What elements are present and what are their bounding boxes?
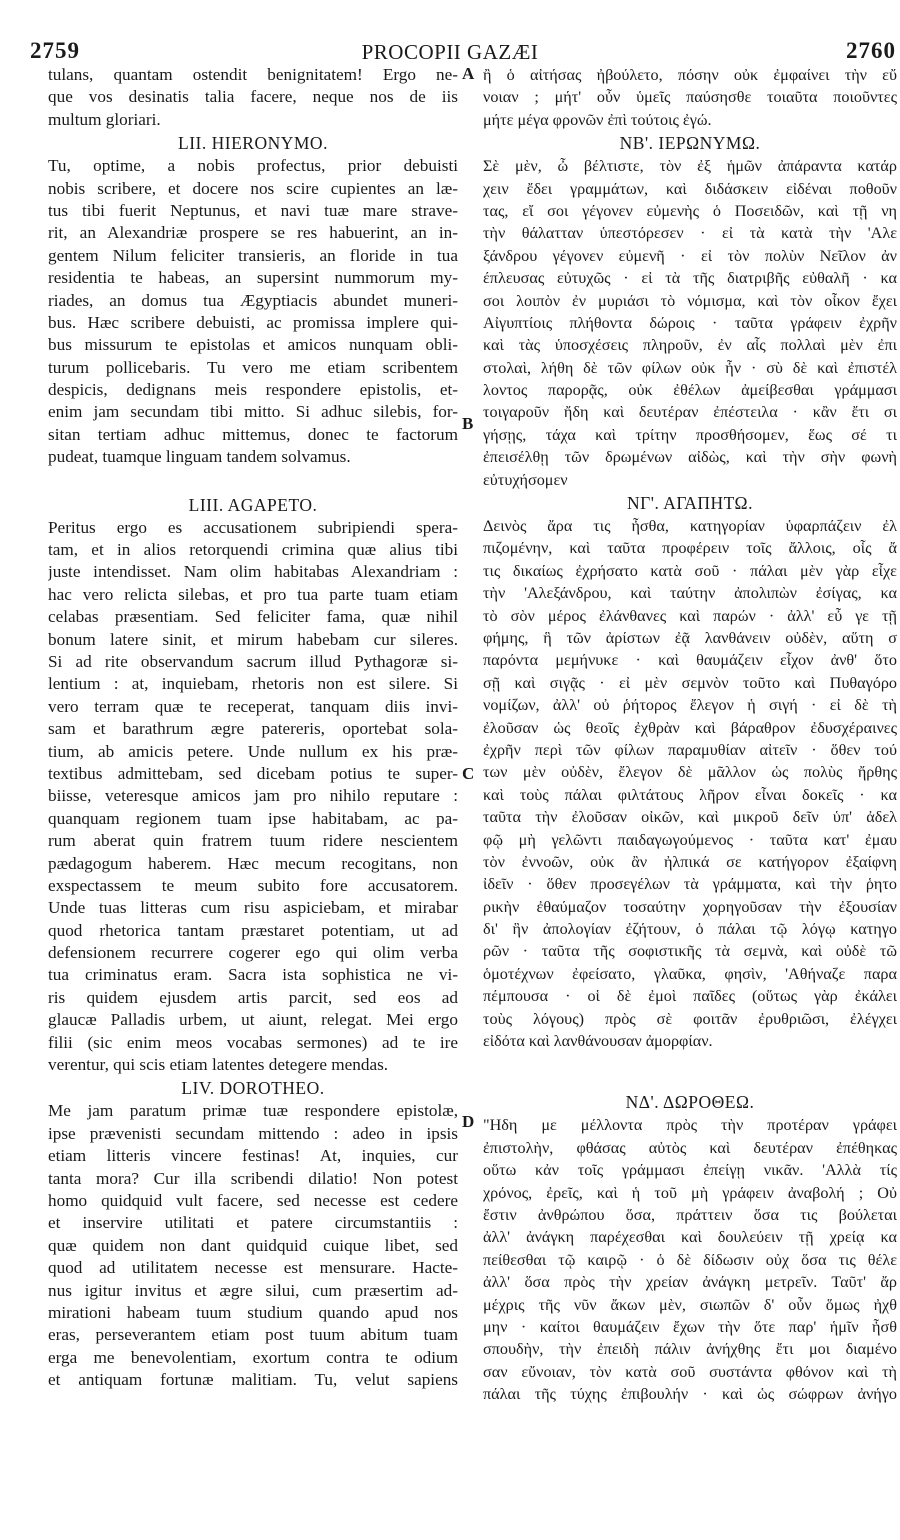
text-line: bus missurum te epistolas et amicos nunquam obli-: [48, 335, 458, 355]
text-line: quæ quidem non dant quidquid cuique libet, sed: [48, 1235, 458, 1255]
margin-letter-c: C: [462, 764, 475, 783]
text-line: bonum latere sinit, et mirum habebam cur sileres.: [48, 629, 458, 649]
text-line: στολαὶ, λήθη δὲ τῶν φίλων οὐκ ἦν · σὺ δὲ καὶ ἐπιστέλ: [483, 358, 897, 377]
text-line: χειν ἔδει γραμμάτων, καὶ διδάσκειν εἰδέναι ποθοῦν: [483, 179, 897, 198]
text-line: δι' ἣν ἀπολογίαν ἐζήτουν, ὁ πάλαι τῷ λόγῳ κατηγο: [483, 920, 897, 939]
text-line: ἐπιστολὴν, φθάσας αὐτὸς καὶ δευτέραν ἐπέθηκας: [483, 1138, 897, 1157]
text-line: Me jam paratum primæ tuæ respondere epistolæ,: [48, 1101, 458, 1121]
text-line: τις δικαίως ἐχρήσατο κατὰ σοῦ · πάλαι μὲν γὰρ εἶχε: [483, 561, 897, 580]
text-line: turum pollicebaris. Tu vero me etiam scribentem: [48, 357, 458, 377]
text-line: σῇ καὶ σιγᾷς · εἰ μὲν σεμνὸν τοῦτο καὶ Πυθαγόρο: [483, 673, 897, 692]
letter-nd-greek: [483, 1114, 897, 1405]
text-line: multum gloriari.: [48, 109, 161, 129]
text-line: τοὺς λόγους) πρὸς σὲ φοιτᾶν ἐρυθριῶσι, ἐλέγχει: [483, 1009, 897, 1028]
text-line: juste intendisset. Nam olim habitabas Alexandriam :: [48, 562, 458, 582]
greek-column: [483, 64, 897, 1405]
text-line: γήσῃς, τάχα καὶ τρίτην προσθήσομεν, ἕως σέ τι: [483, 425, 897, 444]
text-line: τὸ σὸν μέρος ἐλάνθανες καὶ παρών · ἀλλ' εὖ γε τῇ: [483, 606, 897, 625]
text-line: bus. Hæc scribere debuisti, ac promissa implere qui-: [48, 312, 458, 332]
text-line: enim jam secundam tibi mitto. Si adhuc silebis, for-: [48, 402, 458, 422]
text-line: "Ηδη με μέλλοντα πρὸς τὴν προτέραν γράφει: [483, 1116, 897, 1135]
text-line: πάλαι τῆς τύχης ἐπιβουλήν · καὶ ὡς σώφρων ἀνήγο: [483, 1385, 897, 1404]
text-line: nus igitur invitus et ægre silui, cum præsertim ad-: [48, 1280, 458, 1300]
section-title-lii: LII. HIERONYMO.: [178, 133, 328, 154]
text-line: eras, perseverantem etiam post tuum abitum tuam: [48, 1325, 458, 1345]
section-title-ng: ΝΓ'. ΑΓΑΠΗΤΩ.: [627, 493, 753, 514]
text-line: ἔστιν ἀνθρώπου ὅσα, πράττειν ὅσα τις βούλεται: [483, 1205, 897, 1224]
text-line: nobis scribere, et docere nos scire cupientes an læ-: [48, 178, 458, 198]
text-line: quanquam regionem tuam ipse habitabam, ac pa-: [48, 808, 458, 828]
text-line: πιζομένην, καὶ ταῦτα προφέρειν τοῖς ἄλλοις, οἷς ἄ: [483, 539, 897, 558]
text-line: rum aberat quin fratrem tuum ridere nescientem: [48, 831, 458, 851]
text-line: Peritus ergo es accusationem subripiendi spera-: [48, 517, 458, 537]
text-line: tulans, quantam ostendit benignitatem! Ergo ne-: [48, 65, 458, 84]
text-line: et antiquam fortunæ malitiam. Tu, velut sapiens: [48, 1370, 458, 1390]
text-line: Tu, optime, a nobis profectus, prior debuisti: [48, 156, 458, 176]
section-title-nd: ΝΔ'. ΔΩΡΟΘΕΩ.: [625, 1092, 755, 1113]
text-line: ἀλλ' ὅσα πρὸς τὴν χρείαν ἀνάγκη μετρεῖν. Ταῦτ' ἄρ: [483, 1273, 897, 1292]
latin-column: [48, 64, 458, 1391]
text-line: ταῦτα τὴν ἐλοῦσαν οἰκῶν, καὶ μικροῦ δεῖν ὑπ' ἀδελ: [483, 808, 897, 827]
text-line: quod ad utilitatem necesse est mensurare. Hacte-: [48, 1258, 458, 1278]
text-line: Δεινὸς ἄρα τις ἦσθα, κατηγορίαν ὑφαρπάζειν ἐλ: [483, 517, 897, 536]
text-line: et inservire utilitati et patere circumstantiis :: [48, 1213, 458, 1233]
text-line: celabas præsentiam. Sed feliciter fama, quæ nihil: [48, 607, 458, 627]
text-line: μέχρις τῆς νῦν ἄκων μὲν, σιωπῶν δ' οὖν ὅμως ἠχθ: [483, 1295, 897, 1314]
text-line: tam, et in alios retorquendi crimina quæ alius tibi: [48, 540, 458, 560]
greek-opening-paragraph: [483, 64, 897, 131]
text-line: μήτε μέγα φρονῶν ἐπὶ τούτοις ἐγώ.: [483, 110, 712, 129]
text-line: πέμπουσα · οἱ δὲ ἐμοὶ παῖδες (οὕτως γὰρ ἐκάλει: [483, 987, 897, 1006]
text-line: εὐτυχήσομεν: [483, 470, 568, 489]
running-title: PROCOPII GAZÆI: [361, 40, 539, 64]
text-line: vero terram quæ te receperat, tanquam diis invi-: [48, 696, 458, 716]
text-line: tus tibi fuerit Neptunus, et navi tuæ mare strave-: [48, 200, 458, 220]
text-line: ἀλλ' ἀνάγκη παρέχεσθαι καὶ δουλεύειν τῇ χρείᾳ κα: [483, 1228, 897, 1247]
text-line: lentium : at, inquiebam, rhetoris non est silere. Si: [48, 674, 458, 694]
text-line: ὁμοτέχνων ἐφείσατο, γλαῦκα, φησὶν, 'Αθήναζε παρα: [483, 964, 897, 983]
text-line: σαν εὔνοιαν, τὸν κατὰ σοῦ συστάντα φθόνον καὶ τὴ: [483, 1362, 897, 1381]
section-title-liv: LIV. DOROTHEO.: [181, 1078, 325, 1099]
text-line: Σὲ μὲν, ὦ βέλτιστε, τὸν ἐξ ἡμῶν ἀπάραντα κατάρ: [483, 157, 897, 176]
text-line: των μὲν οὐδὲν, ἔλεγον δὲ μᾶλλον ὡς πολὺς ἤρθης: [483, 763, 897, 782]
text-line: φήμης, ἣ τῶν ἀρίστων ἐᾷ λανθάνειν οὐδὲν, αὕτη σ: [483, 628, 897, 647]
text-line: pædagogum haberem. Hæc mecum recogitans, non: [48, 853, 458, 873]
text-line: erga me benevolentiam, exortum contra te odium: [48, 1347, 458, 1367]
text-line: λοντος παρορᾷς, οὐκ ἐθέλων ἀμείβεσθαι γράμμασι: [483, 381, 897, 400]
page-header: [0, 10, 900, 64]
text-line: residentia te habeas, an supersint nummorum my-: [48, 268, 458, 288]
text-line: έπλευσας εὐτυχῶς · εἰ τὰ τῆς διατριβῆς εὐθαλῆ · κα: [483, 269, 897, 288]
text-line: que vos desinatis talia facere, neque nos de iis: [48, 87, 458, 107]
text-line: tium, ab amicis petere. Unde nullum ex his præ-: [48, 741, 458, 761]
page-number-left: 2759: [30, 38, 80, 63]
text-line: ρῶν · ταῦτα τῆς σοφιστικῆς τὰ σεμνὰ, καὶ οὐδὲ τῶ: [483, 942, 897, 961]
text-line: τοιγαροῦν ἤδη καὶ δευτέραν ἐπέστειλα · κἂν ἔτι σι: [483, 403, 897, 422]
latin-opening-paragraph: [48, 64, 458, 131]
text-line: ipse prævenisti secundam mittendo : adeo in ipsis: [48, 1123, 458, 1143]
letter-lii-latin: [48, 155, 458, 468]
text-line: hac vero relicta silebas, et pro tua parte tuam etiam: [48, 584, 458, 604]
text-line: sam et barathrum ægre patereris, oportebat sola-: [48, 719, 458, 739]
text-line: Αἰγυπτίοις πλήθοντα δώροις · ταῦτα γράφειν ἐχρῆν: [483, 313, 897, 332]
letter-liii-latin: [48, 517, 458, 1077]
text-line: τας, εἴ σοι γέγονεν εὐμενὴς ὁ Ποσειδῶν, καὶ τῇ νη: [483, 201, 897, 220]
text-line: mirationi habeam tuum studium quando apud nos: [48, 1302, 458, 1322]
text-line: filii (sic enim meos vocabas sermones) ad te ire: [48, 1032, 458, 1052]
text-line: οὕτω κἀν τοῖς γράμμασι ἐπείγῃ νικᾶν. 'Αλλὰ τίς: [483, 1161, 897, 1180]
text-line: riades, an domus tua Ægyptiacis abundet muneri-: [48, 290, 458, 310]
text-line: tanta mora? Cur illa scribendi dilatio! Non potest: [48, 1168, 458, 1188]
text-line: despicis, dedignans meis respondere epistolis, et-: [48, 380, 458, 400]
text-line: παρόντα μεμήνυκε · καὶ θαυμάζειν εἶχον ἀνθ' ὅτο: [483, 651, 897, 670]
text-line: biisse, veteresque amicos jam pro nihilo reputare :: [48, 786, 458, 806]
text-line: etiam litteris vincere festinas! At, inquies, cur: [48, 1146, 458, 1166]
section-title-liii: LIII. AGAPETO.: [188, 494, 318, 515]
text-line: καὶ τὰς ὑποσχέσεις πληροῦν, ἐν αἷς πολλαὶ μὲν ἐπι: [483, 336, 897, 355]
text-line: exspectassem te meum subito fore accusatorem.: [48, 875, 458, 895]
text-line: ρικὴν ἐθαύμαζον τοσαύτην χορηγοῦσαν τὴν ἐξουσίαν: [483, 897, 897, 916]
text-line: pudeat, tuamque linguam tandem solvamus.: [48, 447, 351, 467]
margin-letter-a: A: [462, 64, 475, 83]
text-line: νοιαν ; μήτ' οὖν ὑμεῖς παύσησθε τοιαῦτα ποιοῦντες: [483, 88, 897, 107]
text-line: ἐπεισέλθῃ τῶν δρωμένων αἰδὼς, καὶ τὴν σὴν φωνὴ: [483, 448, 897, 467]
text-line: quod rhetorica tantam præstaret potentiam, ut ad: [48, 920, 458, 940]
letter-liv-latin: [48, 1100, 458, 1391]
text-line: textibus admittebam, sed dicebam potius te super-: [48, 763, 458, 783]
text-line: ἰδεῖν · ὅθεν προσεγέλων τὰ γράμματα, καὶ τὴν ῥητο: [483, 875, 897, 894]
text-line: τὴν 'Αλεξάνδρου, καὶ ταύτην ἀπολιπὼν ἐσίγας, κα: [483, 584, 897, 603]
letter-ng-greek: [483, 515, 897, 1052]
text-line: εἰδότα καὶ λανθάνουσαν ἀμορφίαν.: [483, 1032, 713, 1051]
text-line: σπουδὴν, τὴν ἐπειδὴ πάλιν ἀνήχθης ἔτι μοι διαμένο: [483, 1340, 897, 1359]
text-line: homo quidquid vult facere, sed necesse est cedere: [48, 1190, 458, 1210]
text-line: ἐχρῆν περὶ τῶν φίλων παραμυθίαν αἰτεῖν · ὅθεν τού: [483, 740, 897, 759]
margin-letter-d: D: [462, 1112, 475, 1131]
page-number-right: 2760: [846, 38, 896, 63]
text-line: glaucæ Palladis urbem, ut aiunt, relegat. Mei ergo: [48, 1010, 458, 1030]
text-line: μην · καίτοι θαυμάζειν ἔχων τὴν ὅτε παρ' ἡμῖν ἦσθ: [483, 1317, 897, 1336]
letter-nb-greek: [483, 155, 897, 491]
text-line: sitan tertiam adhuc mittemus, donec te factorum: [48, 424, 458, 444]
text-line: χρόνος, ἐρεῖς, καὶ ἡ τοῦ μὴ γράφειν ἀναβολή ; Οὐ: [483, 1183, 897, 1202]
margin-letter-b: B: [462, 414, 474, 433]
text-line: Unde tuas litteras cum risu aspiciebam, et mirabar: [48, 898, 458, 918]
text-line: defensionem recurrere cogerer ego qui olim verba: [48, 943, 458, 963]
text-line: ξάνδρου γέγονεν εὐμενῆ · εἰ τὸν πολὺν Νεῖλον ἀν: [483, 246, 897, 265]
text-line: rit, an Alexandriæ prospere se res habuerint, an in-: [48, 223, 458, 243]
text-line: gentem Nilum feliciter transieris, an floride in tua: [48, 245, 458, 265]
text-line: ἢ ὁ αἰτήσας ἠβούλετο, πόσην οὐκ ἐμφαίνει τὴν εὔ: [483, 66, 897, 84]
text-line: ris quidem ejusdem artis parcit, sed eos ad: [48, 987, 458, 1007]
text-line: νομίζων, ἀλλ' οὐ ῥήτορος ἔλεγον ἡ σιγή · εἰ δὲ τὴ: [483, 696, 897, 715]
text-line: tua criminatus eram. Sacra ista sophistica ne vi-: [48, 965, 458, 985]
text-line: σοι λοιπὸν ἐν μυριάσι τὸ νόμισμα, καὶ τὸν οἶκον ἔχει: [483, 291, 897, 310]
text-line: τὸν ἐννοῶν, οὐκ ἂν ἠλπικά σε κατήγορον ἐξαίφνη: [483, 852, 897, 871]
text-line: Si ad rite observandum sacrum illud Pythagoræ si-: [48, 651, 458, 671]
text-line: φῷ μὴ γελῶντι παιδαγωγούμενος · ταῦτα κατ' ἐμαυ: [483, 830, 897, 849]
text-line: ἐλοῦσαν ὡς θεοῖς ἐχθρὰν καὶ βάραθρον ἐδυσχέραινες: [483, 718, 897, 737]
text-line: τὴν θάλατταν ὑπεστόρεσεν · εἰ τὰ κατὰ τὴν 'Αλε: [483, 224, 897, 243]
text-line: πείθεσθαι τῷ καιρῷ · ὁ δὲ δίδωσιν οὐχ ὅσα τις θέλε: [483, 1250, 897, 1269]
section-title-nb: ΝΒ'. ΙΕΡΩΝΥΜΩ.: [619, 133, 761, 154]
text-line: καὶ τοὺς πάλαι φιλτάτους λῆρον εἶναι δοκεῖς · κα: [483, 785, 897, 804]
text-line: verentur, qui scis etiam latentes detegere mendas.: [48, 1055, 389, 1075]
